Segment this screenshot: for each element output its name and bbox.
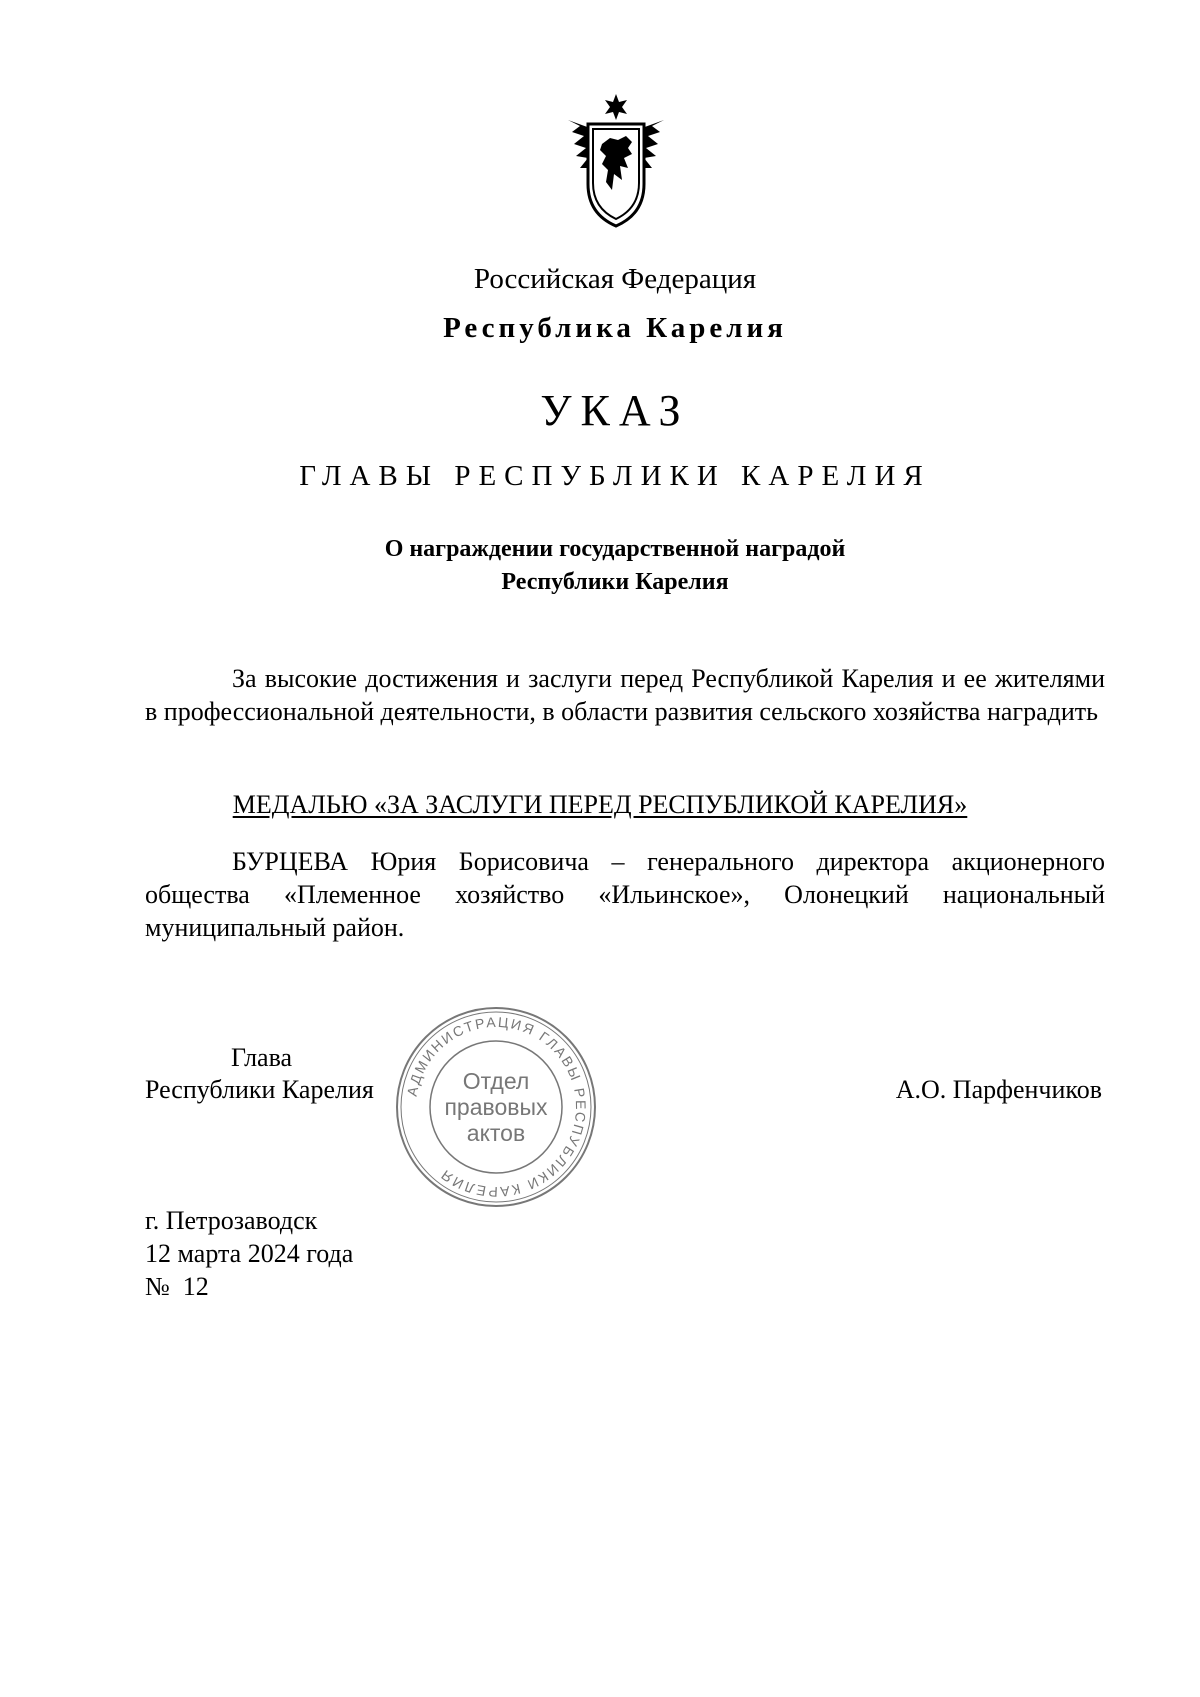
- signer-title-line-1: Глава: [231, 1043, 293, 1072]
- award-name: МЕДАЛЬЮ «ЗА ЗАСЛУГИ ПЕРЕД РЕСПУБЛИКОЙ КАРЕЛИЯ»: [232, 790, 968, 819]
- preamble-text: За высокие достижения и заслуги перед Республикой Карелия и ее жителями в профессиональной деятельности, в области развития сельского хозяйства наградить: [145, 664, 1105, 726]
- recipient-text: БУРЦЕВА Юрия Борисовича – генерального директора акционерного общества «Племенное хозяйство «Ильинское», Олонецкий национальный муниципальный район.: [145, 847, 1105, 942]
- recipient-paragraph: [145, 845, 1105, 944]
- country-name: Российская Федерация: [473, 263, 757, 295]
- subject-line-2: Республики Карелия: [501, 569, 729, 595]
- stamp-center-line-2: правовых: [444, 1094, 548, 1120]
- signer-name: А.О. Парфенчиков: [895, 1075, 1102, 1104]
- issuer-title: ГЛАВЫ РЕСПУБЛИКИ КАРЕЛИЯ: [299, 460, 931, 492]
- coat-of-arms-icon: [566, 92, 666, 230]
- subject-line-1: О награждении государственной наградой: [384, 536, 846, 562]
- stamp-ring-text: АДМИНИСТРАЦИЯ ГЛАВЫ РЕСПУБЛИКИ КАРЕЛИЯ: [403, 1013, 590, 1201]
- issue-place: г. Петрозаводск: [145, 1206, 318, 1235]
- award-title: [0, 790, 1200, 820]
- signer-title-line-2: Республики Карелия: [145, 1075, 374, 1104]
- stamp-center-line-3: актов: [466, 1120, 526, 1146]
- preamble-paragraph: [145, 662, 1105, 728]
- document-type: УКАЗ: [540, 386, 690, 435]
- stamp-center-line-1: Отдел: [462, 1068, 530, 1094]
- official-stamp-icon: [392, 1003, 600, 1211]
- issue-date: 12 марта 2024 года: [145, 1239, 354, 1268]
- document-subject: [0, 533, 1200, 599]
- republic-name: Республика Карелия: [443, 312, 787, 344]
- document-number: № 12: [145, 1272, 209, 1301]
